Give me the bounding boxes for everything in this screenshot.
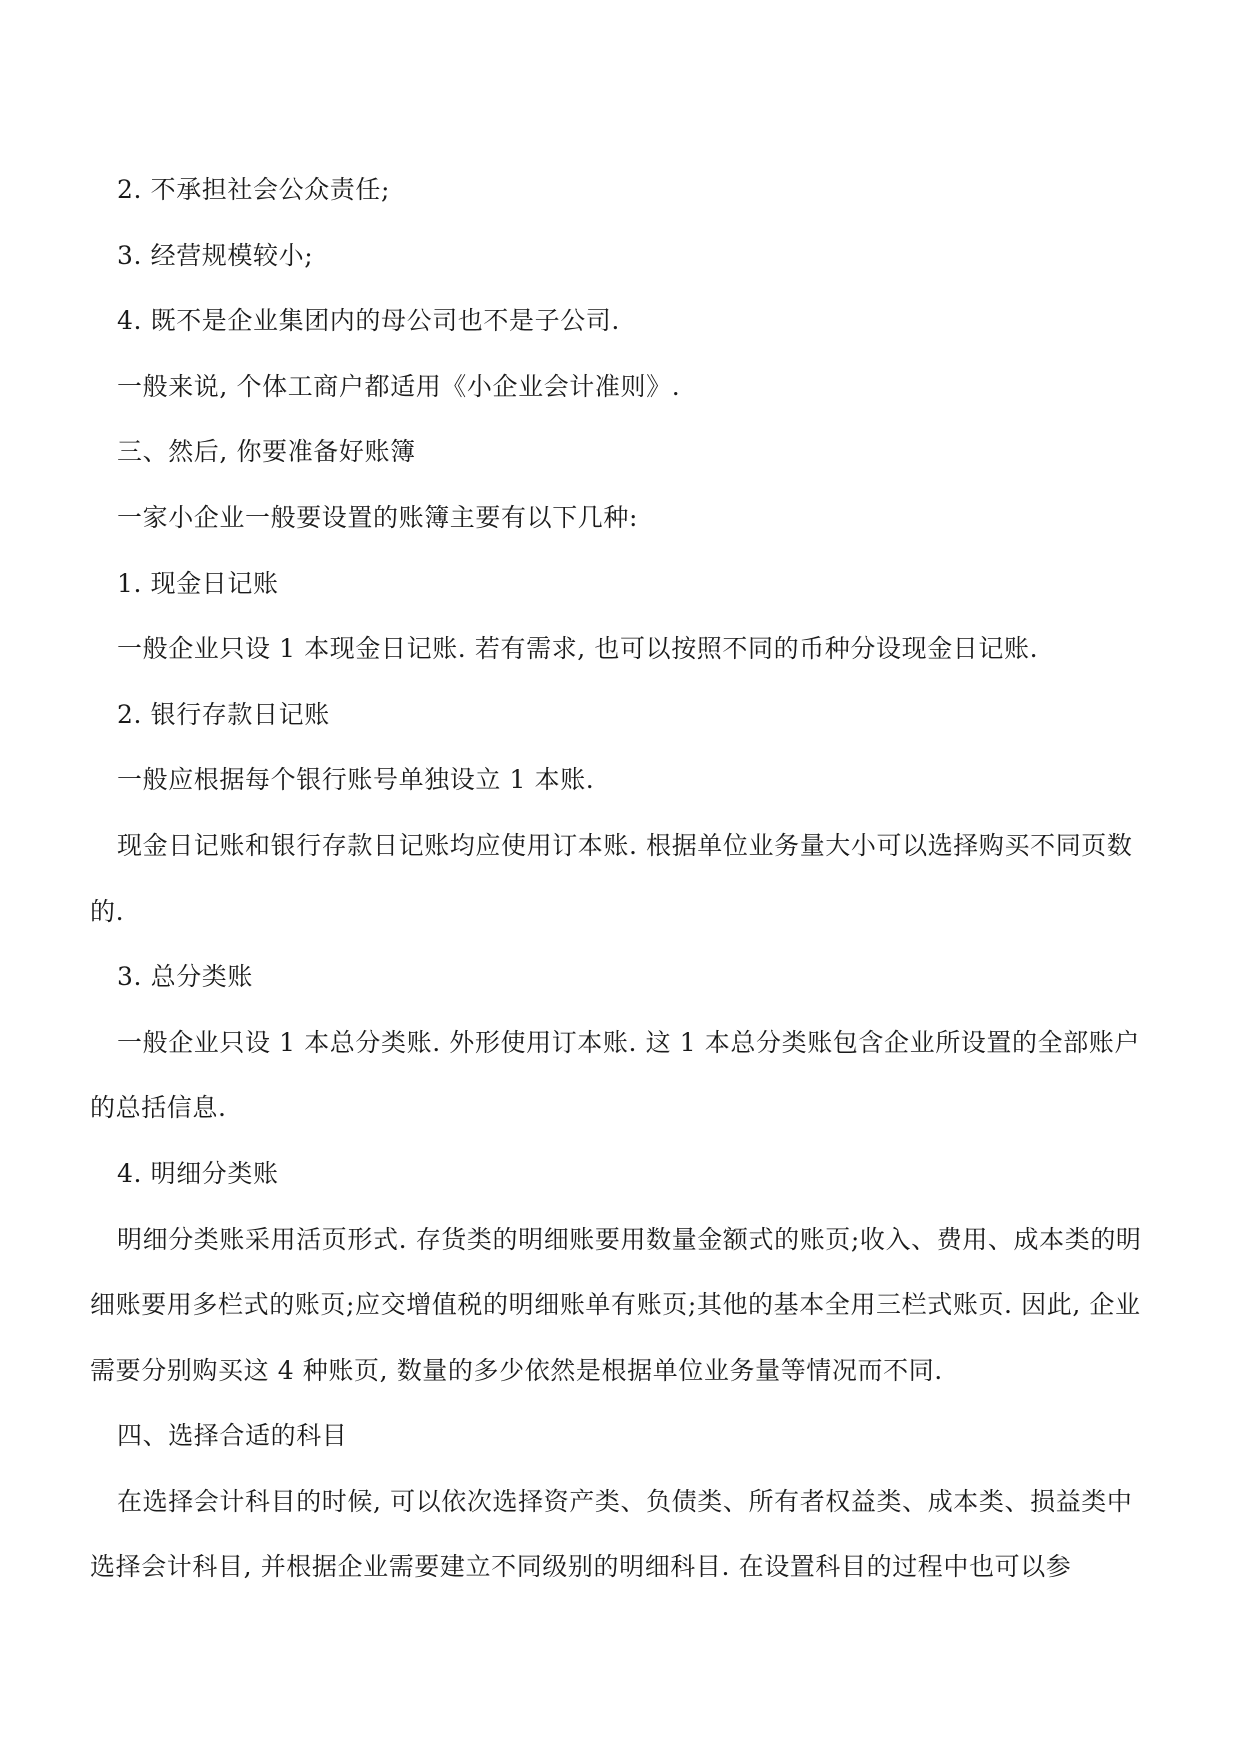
paragraph: 4. 既不是企业集团内的母公司也不是子公司.	[117, 306, 620, 336]
document-body	[90, 157, 1155, 1600]
paragraph: 一家小企业一般要设置的账簿主要有以下几种:	[117, 502, 639, 532]
paragraph: 一般来说, 个体工商户都适用《小企业会计准则》.	[117, 371, 681, 401]
section-heading: 四、选择合适的科目	[117, 1421, 348, 1451]
list-heading: 1. 现金日记账	[117, 568, 279, 598]
paragraph: 2. 不承担社会公众责任;	[117, 175, 391, 204]
paragraph: 明细分类账采用活页形式. 存货类的明细账要用数量金额式的账页;收入、费用、成本类的明细账要用多栏式的账页;应交增值税的明细账单有账页;其他的基本全用三栏式账页. 因此, 企业需要分别购买这 4 种账页, 数量的多少依然是根据单位业务量等情况而不同.	[90, 1224, 1142, 1385]
paragraph: 在选择会计科目的时候, 可以依次选择资产类、负债类、所有者权益类、成本类、损益类中选择会计科目, 并根据企业需要建立不同级别的明细科目. 在设置科目的过程中也可以参	[90, 1486, 1133, 1582]
paragraph: 一般企业只设 1 本现金日记账. 若有需求, 也可以按照不同的币种分设现金日记账.	[117, 634, 1039, 664]
paragraph: 现金日记账和银行存款日记账均应使用订本账. 根据单位业务量大小可以选择购买不同页数的.	[90, 830, 1133, 926]
list-heading: 2. 银行存款日记账	[117, 699, 330, 729]
section-heading: 三、然后, 你要准备好账簿	[117, 437, 416, 467]
paragraph: 一般企业只设 1 本总分类账. 外形使用订本账. 这 1 本总分类账包含企业所设置的全部账户的总括信息.	[90, 1027, 1140, 1123]
list-heading: 3. 总分类账	[117, 962, 253, 992]
paragraph: 一般应根据每个银行账号单独设立 1 本账.	[117, 765, 595, 795]
paragraph: 3. 经营规模较小;	[117, 240, 314, 270]
list-heading: 4. 明细分类账	[117, 1158, 279, 1188]
